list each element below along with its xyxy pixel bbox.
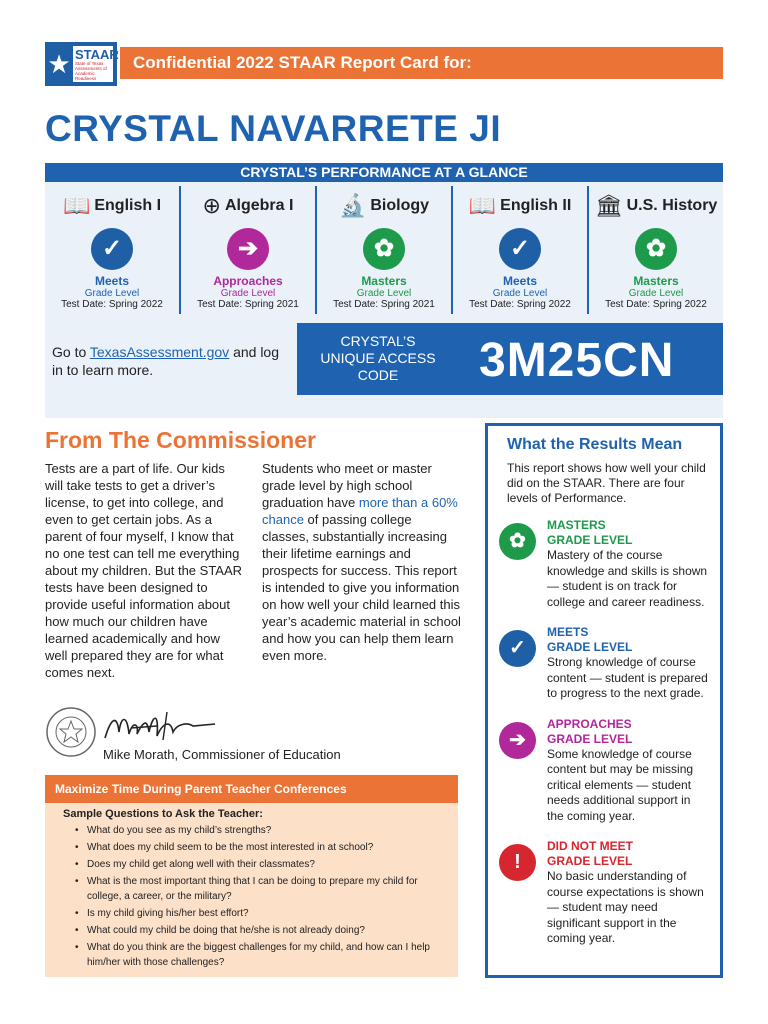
conferences-title: Maximize Time During Parent Teacher Conferences [45, 775, 458, 803]
performance-level: Meets [502, 274, 537, 288]
book-icon: 📖 [468, 193, 497, 218]
commissioner-letter-col2: Students who meet or master grade level by high school graduation have more than a 60% chance of passing college classes, substantially increasing their lifetime earnings and prospects for success. This report is intended to give you information on how well your child learned this year’s academic material in school and how you can help them learn even more. [262, 461, 461, 663]
performance-glance-panel [45, 163, 723, 418]
level-description: Some knowledge of course content but may be missing critical elements — student needs additional support in the coming year. [547, 746, 694, 823]
commissioner-letter-col1: Tests are a part of life. Our kids will take tests to get a driver’s license, to get into college, and even to get certain jobs. As a parent of four myself, I know that no one test can tell me everything about my children. But the STAAR tests have been designed to provide useful information about how much our children have learned academically and how well prepared they are for what comes next. [45, 461, 243, 680]
test-date: Test Date: Spring 2021 [197, 299, 299, 310]
commissioner-title: From The Commissioner [45, 427, 316, 453]
subject-english-1 [45, 186, 179, 314]
test-date: Test Date: Spring 2021 [333, 299, 435, 310]
list-item: • Is my child giving his/her best effort? [75, 906, 448, 921]
book-icon: 📖 [62, 193, 91, 218]
check-icon: ✓ [499, 630, 536, 667]
grade-level-label: Grade Level [84, 288, 140, 299]
level-description: No basic understanding of course expectations is shown — student may need significant support in the coming year. [547, 869, 704, 945]
staar-logo [45, 42, 117, 86]
math-operators-icon: ⊕ [202, 193, 221, 218]
subject-algebra-1 [179, 186, 315, 314]
subjects-row [45, 182, 723, 314]
texas-assessment-link[interactable]: TexasAssessment.gov [89, 344, 230, 360]
results-intro: This report shows how well your child did on the STAAR. There are four levels of Performance. [507, 461, 706, 505]
access-code-value: 3M25CN [479, 334, 675, 387]
ribbon-icon: ✿ [635, 228, 677, 270]
report-title-bar: Confidential 2022 STAAR Report Card for: [120, 47, 723, 79]
level-name: DID NOT MEET [547, 839, 633, 853]
state-seal-icon [45, 706, 97, 758]
grade-level-label: Grade Level [492, 288, 548, 299]
list-item: • What is the most important thing that I can be doing to prepare my child for college, a career, or the military? [75, 874, 448, 904]
conferences-panel [45, 803, 458, 977]
performance-level: Masters [633, 274, 679, 288]
arrow-right-icon: ➔ [499, 722, 536, 759]
level-grade: GRADE LEVEL [547, 640, 633, 654]
logo-subtitle: State of Texas Assessments of Academic Readiness [75, 60, 107, 81]
grade-level-label: Grade Level [628, 288, 684, 299]
level-description: Strong knowledge of course content — student is prepared to progress to the next grade. [547, 655, 708, 700]
microscope-icon: 🔬 [338, 193, 367, 218]
level-grade: GRADE LEVEL [547, 854, 633, 868]
list-item: • Does my child get along well with their classmates? [75, 857, 448, 872]
level-did-not-meet [507, 839, 710, 947]
question-list [63, 823, 448, 970]
arrow-right-icon: ➔ [227, 228, 269, 270]
performance-level: Masters [361, 274, 407, 288]
exclamation-icon: ! [499, 844, 536, 881]
subject-english-2 [451, 186, 587, 314]
ribbon-icon: ✿ [499, 523, 536, 560]
login-instructions: Go to TexasAssessment.gov and log in to learn more. [52, 344, 280, 378]
performance-level: Meets [94, 274, 129, 288]
list-item: • What does my child seem to be the most interested in at school? [75, 840, 448, 855]
test-date: Test Date: Spring 2022 [61, 299, 163, 310]
commissioner-name: Mike Morath, Commissioner of Education [103, 747, 341, 762]
level-name: MEETS [547, 625, 589, 639]
subject-name: U.S. History [626, 197, 718, 214]
subject-biology [315, 186, 451, 314]
ribbon-icon: ✿ [363, 228, 405, 270]
subject-us-history [587, 186, 723, 314]
level-name: MASTERS [547, 518, 606, 532]
commissioner-signature [97, 704, 217, 746]
logo-word: STAAR [75, 46, 119, 62]
level-description: Mastery of the course knowledge and skills is shown — student is on track for college and career readiness. [547, 548, 708, 609]
star-icon: ★ [47, 49, 71, 79]
conferences-subtitle: Sample Questions to Ask the Teacher: [63, 808, 263, 820]
museum-icon: 🏛 [594, 193, 623, 218]
list-item: • What could my child be doing that he/she is not already doing? [75, 923, 448, 938]
results-title: What the Results Mean [507, 436, 683, 453]
results-meaning-box [485, 423, 723, 978]
subject-name: English I [94, 197, 162, 214]
signature-area [45, 704, 455, 768]
grade-level-label: Grade Level [356, 288, 412, 299]
list-item: • What do you see as my child’s strengths? [75, 823, 448, 838]
access-code-box [297, 323, 723, 395]
test-date: Test Date: Spring 2022 [469, 299, 571, 310]
level-masters [507, 518, 710, 610]
check-icon: ✓ [499, 228, 541, 270]
list-item: • What do you think are the biggest challenges for my child, and how can I help him/her with those challenges? [75, 940, 448, 970]
student-name: CRYSTAL NAVARRETE JI [45, 108, 502, 149]
grade-level-label: Grade Level [220, 288, 276, 299]
level-meets [507, 625, 710, 702]
subject-name: English II [500, 197, 572, 214]
level-approaches [507, 717, 710, 825]
performance-level: Approaches [213, 274, 283, 288]
level-grade: GRADE LEVEL [547, 731, 633, 746]
subject-name: Algebra I [224, 197, 294, 214]
level-name: APPROACHES [547, 716, 632, 731]
check-icon: ✓ [91, 228, 133, 270]
access-code-label: CRYSTAL’S UNIQUE ACCESS CODE [320, 333, 436, 383]
subject-name: Biology [370, 197, 430, 214]
level-grade: GRADE LEVEL [547, 533, 633, 547]
test-date: Test Date: Spring 2022 [605, 299, 707, 310]
glance-title: CRYSTAL’S PERFORMANCE AT A GLANCE [45, 163, 723, 182]
